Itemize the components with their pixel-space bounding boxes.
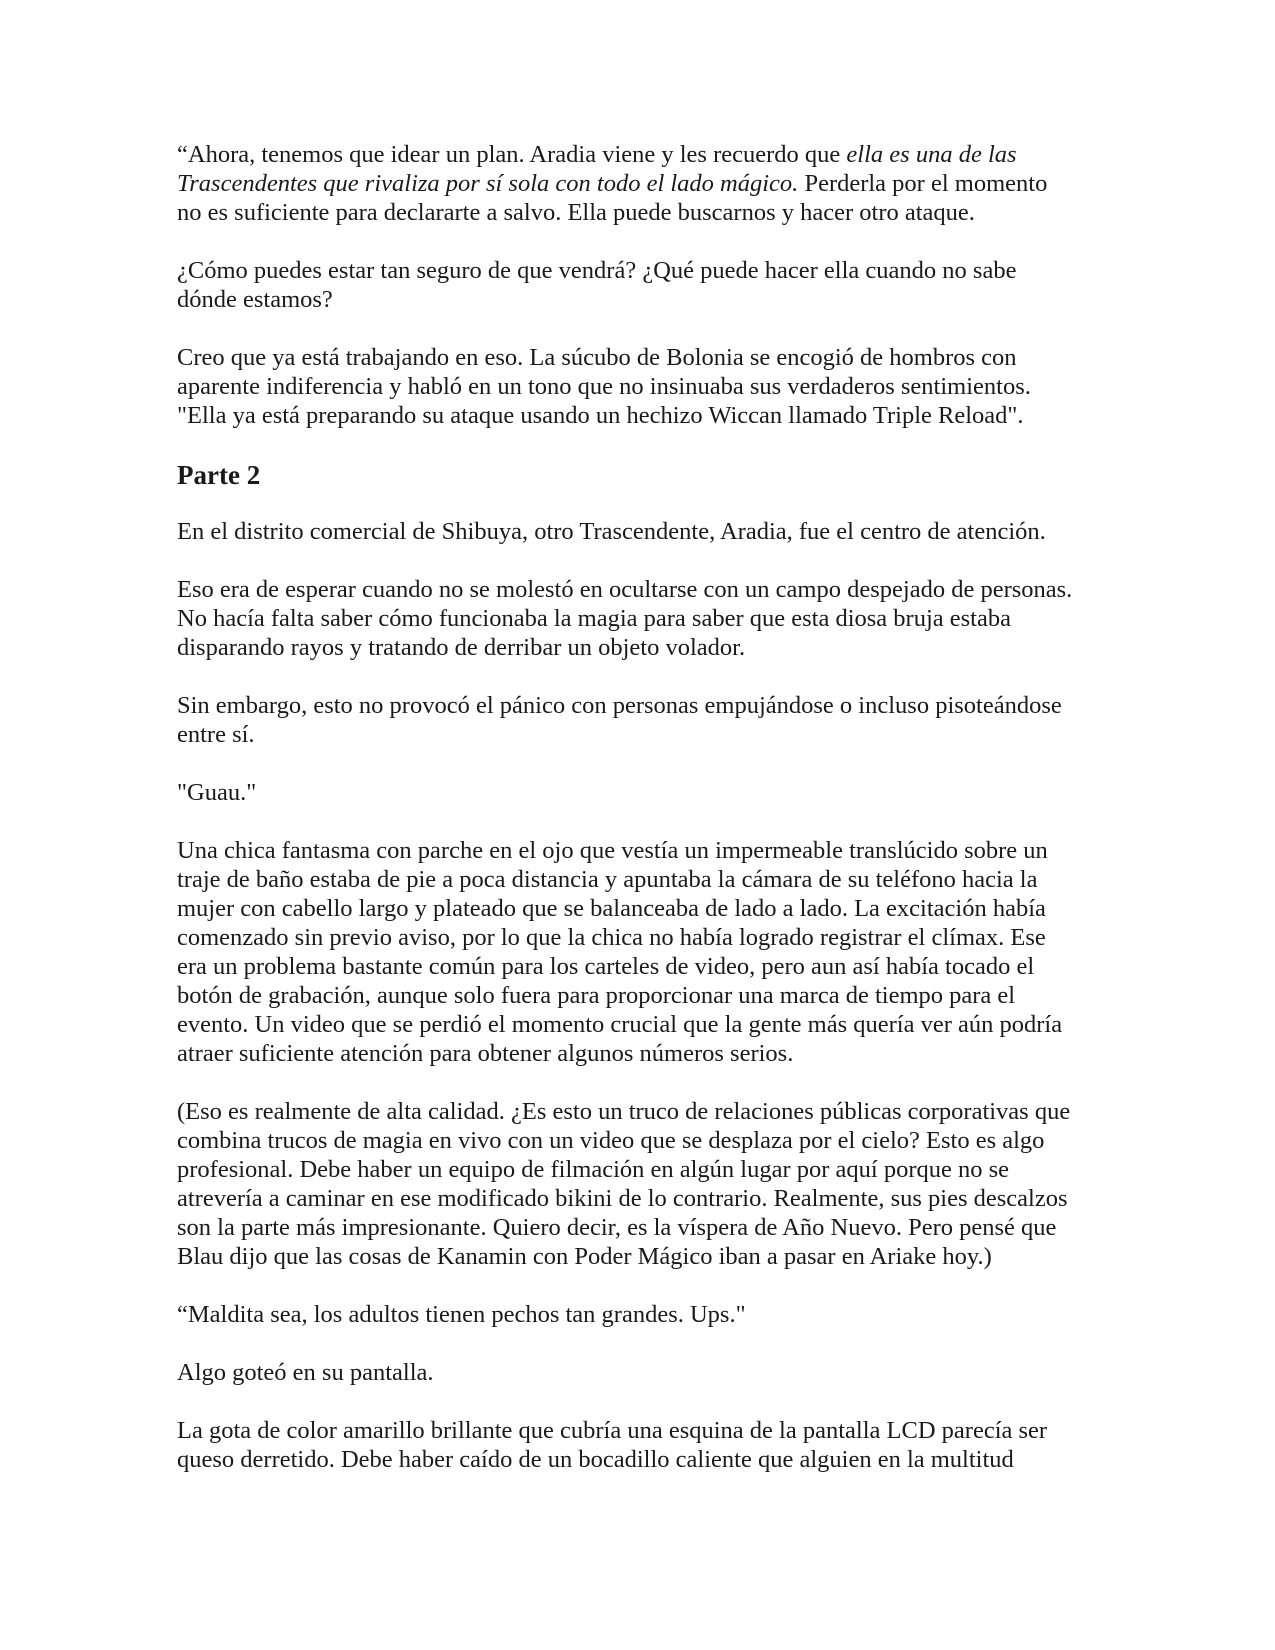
text-line: combina trucos de magia en vivo con un video que se desplaza por el cielo? Esto es algo bbox=[177, 1127, 1045, 1154]
text-line: No hacía falta saber cómo funcionaba la magia para saber que esta diosa bruja estaba bbox=[177, 605, 1011, 632]
paragraph-shibuya bbox=[177, 517, 1107, 546]
text-line: “Ahora, tenemos que idear un plan. Aradia viene y les recuerdo que ella es una de las bbox=[177, 141, 1017, 168]
text-line: (Eso es realmente de alta calidad. ¿Es esto un truco de relaciones públicas corporativas que bbox=[177, 1098, 1071, 1125]
text-line: aparente indiferencia y habló en un tono que no insinuaba sus verdaderos sentimientos. bbox=[177, 373, 1031, 400]
text-line: Blau dijo que las cosas de Kanamin con Poder Mágico iban a pasar en Ariake hoy.) bbox=[177, 1243, 992, 1270]
paragraph-maldita bbox=[177, 1300, 1107, 1329]
text-line: Sin embargo, esto no provocó el pánico con personas empujándose o incluso pisoteándose bbox=[177, 692, 1062, 719]
italic-phrase: ella es una de las bbox=[846, 141, 1017, 168]
text-line: Eso era de esperar cuando no se molestó en ocultarse con un campo despejado de personas. bbox=[177, 576, 1073, 603]
text-line: atraer suficiente atención para obtener algunos números serios. bbox=[177, 1040, 794, 1067]
text-line: entre sí. bbox=[177, 721, 255, 748]
paragraph-thoughts bbox=[177, 1097, 1107, 1271]
paragraph-expected bbox=[177, 575, 1107, 662]
text-line: queso derretido. Debe haber caído de un bocadillo caliente que alguien en la multitud bbox=[177, 1446, 1014, 1473]
text-line: “Maldita sea, los adultos tienen pechos tan grandes. Ups." bbox=[177, 1301, 746, 1328]
text-line: La gota de color amarillo brillante que cubría una esquina de la pantalla LCD parecía ser bbox=[177, 1417, 1048, 1444]
paragraph-plan bbox=[177, 140, 1107, 227]
paragraph-gota bbox=[177, 1416, 1107, 1474]
paragraph-ghost-girl bbox=[177, 836, 1107, 1068]
document-page bbox=[177, 140, 1107, 1474]
text-line: era un problema bastante común para los carteles de video, pero aun así había tocado el bbox=[177, 953, 1035, 980]
section-heading: Parte 2 bbox=[177, 460, 261, 490]
text-line: En el distrito comercial de Shibuya, otro Trascendente, Aradia, fue el centro de atención. bbox=[177, 518, 1046, 545]
text-line: dónde estamos? bbox=[177, 286, 333, 313]
text-line: atrevería a caminar en ese modificado bikini de lo contrario. Realmente, sus pies descalzos bbox=[177, 1185, 1068, 1212]
paragraph-goteo bbox=[177, 1358, 1107, 1387]
text-line: no es suficiente para declararte a salvo. Ella puede buscarnos y hacer otro ataque. bbox=[177, 199, 975, 226]
text-line: profesional. Debe haber un equipo de filmación en algún lugar por aquí porque no se bbox=[177, 1156, 1010, 1183]
text-line: botón de grabación, aunque solo fuera para proporcionar una marca de tiempo para el bbox=[177, 982, 1016, 1009]
italic-phrase: Trascendentes que rivaliza por sí sola con todo el lado mágico. bbox=[177, 170, 799, 197]
paragraph-question bbox=[177, 256, 1107, 314]
text-line: Trascendentes que rivaliza por sí sola con todo el lado mágico. Perderla por el momento bbox=[177, 170, 1048, 197]
text-line: "Ella ya está preparando su ataque usando un hechizo Wiccan llamado Triple Reload". bbox=[177, 402, 1024, 429]
paragraph-succubus bbox=[177, 343, 1107, 430]
text-line: Creo que ya está trabajando en eso. La súcubo de Bolonia se encogió de hombros con bbox=[177, 344, 1017, 371]
paragraph-panic bbox=[177, 691, 1107, 749]
text-line: mujer con cabello largo y plateado que se balanceaba de lado a lado. La excitación había bbox=[177, 895, 1046, 922]
paragraph-guau bbox=[177, 778, 1107, 807]
text-line: ¿Cómo puedes estar tan seguro de que vendrá? ¿Qué puede hacer ella cuando no sabe bbox=[177, 257, 1017, 284]
text-line: traje de baño estaba de pie a poca distancia y apuntaba la cámara de su teléfono hacia la bbox=[177, 866, 1038, 893]
text-line: Algo goteó en su pantalla. bbox=[177, 1359, 434, 1386]
text-line: disparando rayos y tratando de derribar un objeto volador. bbox=[177, 634, 746, 661]
text-line: "Guau." bbox=[177, 779, 257, 806]
text-line: comenzado sin previo aviso, por lo que la chica no había logrado registrar el clímax. Ese bbox=[177, 924, 1046, 951]
text-line: son la parte más impresionante. Quiero decir, es la víspera de Año Nuevo. Pero pensé que bbox=[177, 1214, 1057, 1241]
text-line: Una chica fantasma con parche en el ojo que vestía un impermeable translúcido sobre un bbox=[177, 837, 1048, 864]
text-line: evento. Un video que se perdió el momento crucial que la gente más quería ver aún podría bbox=[177, 1011, 1063, 1038]
